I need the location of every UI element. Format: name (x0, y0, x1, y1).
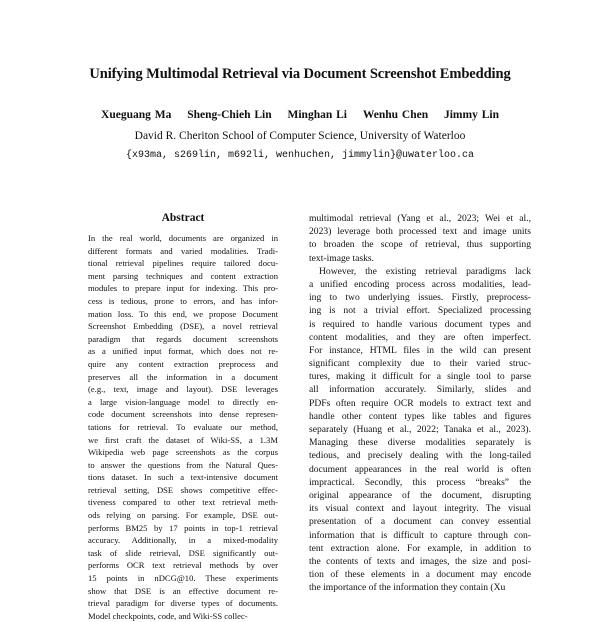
text-line: Screenshot Embedding (DSE), a novel retrieval (88, 321, 278, 332)
text-line: For instance, HTML files in the wild can present (309, 344, 531, 356)
text-line: tations for retrieval. To evaluate our method, (88, 421, 278, 432)
author-emails: {x93ma, s269lin, m692li, wenhuchen, jimmylin}@uwaterloo.ca (125, 150, 475, 161)
text-line: task of slide retrieval, DSE significantly out- (88, 547, 278, 558)
text-line: as a unified input format, which does not re- (88, 346, 278, 357)
text-line: Model checkpoints, code, and Wiki-SS collec- (88, 610, 248, 621)
text-line: ing is not a trivial effort. Specialized processing (309, 305, 531, 317)
text-line: handle other content types like tables and figures (309, 410, 531, 422)
text-line: ods relying on parsing. For example, DSE out- (88, 510, 278, 521)
text-line: the importance of the information they contain (Xu (309, 582, 506, 594)
text-line: show that DSE is an effective document re- (88, 585, 278, 596)
text-line: all information accurately. Similarly, slides and (309, 384, 531, 396)
text-line: retrieval setting, DSE shows competitive effec- (88, 484, 278, 495)
text-line: to answer the questions from the Natural Ques- (88, 459, 278, 470)
text-line: ing to two underlying issues. Firstly, preprocess- (309, 292, 531, 304)
text-line: the contents of texts and images, the size and posi- (309, 555, 531, 567)
text-line: Wikipedia web page screenshots as the corpus (88, 447, 278, 458)
text-line: tedious, and precisely dealing with the long-tailed (309, 450, 531, 462)
text-line: performs OCR text retrieval methods by over (88, 560, 278, 571)
text-line: its visual context and layout integrity. The visual (309, 503, 531, 515)
text-line: code document screenshots into dense represen- (88, 409, 278, 420)
author-name: Jimmy Lin (443, 109, 499, 121)
author-name: Xueguang Ma (101, 109, 172, 121)
text-line: separately (Huang et al., 2022; Tanaka et al., 2023). (309, 424, 531, 435)
text-line: PDFs often require OCR models to extract text and (309, 397, 531, 409)
text-line: document appearances in the real world is often (309, 463, 531, 475)
text-line: preserves all the information in a document (88, 371, 278, 382)
text-line: presentation of a document can convey essential (309, 516, 531, 528)
text-line: Managing these diverse modalities separately is (309, 437, 531, 449)
text-line: accuracy. Additionally, in a mixed-modality (88, 535, 278, 546)
text-line: tent extraction alone. For example, in addition to (309, 542, 531, 554)
text-line: paradigm that regards document screenshots (88, 333, 278, 344)
text-line: different formats and varied modalities. Tradi- (88, 245, 278, 256)
text-line: tions dataset. In such a text-intensive document (88, 472, 278, 483)
text-line: we first craft the dataset of Wiki-SS, a 1.3M (88, 434, 278, 445)
author-name: Wenhu Chen (362, 109, 429, 121)
text-line: 2023) leverage both processed text and image units (309, 226, 531, 238)
text-line: quire any content extraction preprocess and (88, 358, 278, 369)
text-line: multimodal retrieval (Yang et al., 2023; Wei et al., (309, 213, 531, 224)
author-list (0, 109, 600, 121)
text-line: 15 points in nDCG@10. These experiments (88, 573, 278, 584)
text-line: to broaden the scope of retrieval, thus supporting (309, 239, 531, 251)
text-line: performs BM25 by 17 points in top-1 retrieval (88, 522, 278, 533)
text-line: (e.g., text, image and layout). DSE leverages (88, 384, 278, 395)
paper-title: Unifying Multimodal Retrieval via Document Screenshot Embedding (89, 66, 511, 82)
text-line: a unified encoding process across modalities, lead- (309, 278, 531, 290)
text-line: tiveness compared to other text retrieval meth- (88, 497, 278, 508)
text-line: mation loss. To this end, we propose Document (88, 308, 278, 319)
text-line: is required to handle various document types and (309, 318, 531, 330)
right-column-body (309, 212, 531, 594)
text-line: information that is difficult to capture through con- (309, 529, 531, 541)
text-line: ment parsing techniques and content extraction (88, 270, 278, 281)
text-line: trieval paradigm for diverse types of documents. (88, 598, 278, 609)
affiliation: David R. Cheriton School of Computer Science, University of Waterloo (134, 130, 466, 142)
text-line: However, the existing retrieval paradigms lack (319, 265, 531, 277)
abstract-heading: Abstract (161, 212, 205, 224)
text-line: text-image tasks. (309, 252, 375, 264)
text-line: a large vision-language model to directly en- (88, 396, 278, 407)
text-line: tion of these elements in a document may encode (309, 569, 531, 581)
abstract-body (88, 232, 278, 622)
text-line: cess is tedious, prone to errors, and has infor- (88, 295, 278, 306)
text-line: modules to prepare input for indexing. This pro- (88, 283, 278, 294)
author-name: Sheng-Chieh Lin (187, 109, 272, 121)
author-name: Minghan Li (287, 109, 347, 121)
text-line: tional retrieval pipelines require tailored docu- (88, 258, 278, 269)
text-line: impractical. Secondly, this process “breaks” the (309, 476, 531, 488)
text-line: In the real world, documents are organized in (88, 233, 278, 243)
text-line: significant complexity due to their varied struc- (309, 358, 531, 370)
text-line: tures, making it difficult for a single tool to parse (309, 371, 531, 383)
text-line: original appearance of the document, disrupting (309, 489, 531, 501)
text-line: content modalities, and they are often imperfect. (309, 331, 531, 343)
